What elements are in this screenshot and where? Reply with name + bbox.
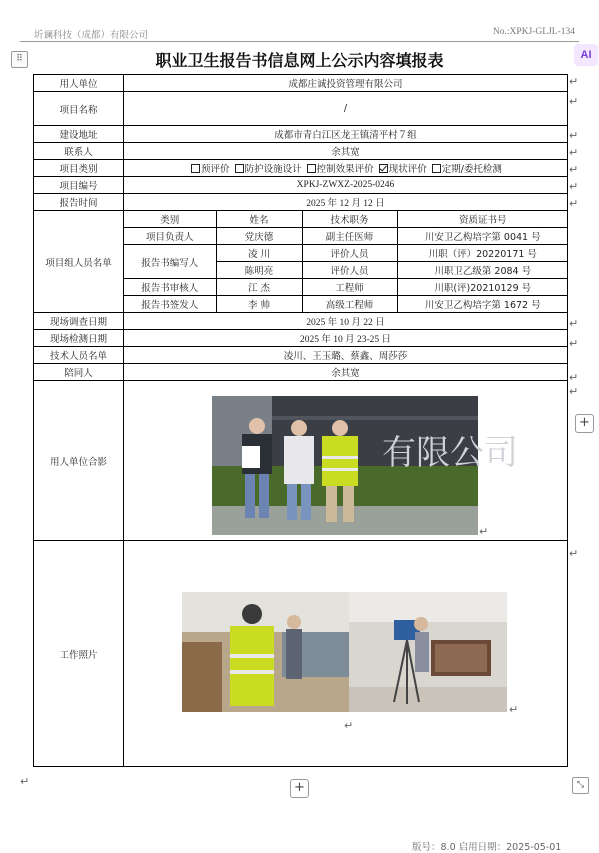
- team-table: [124, 211, 568, 312]
- checkbox-icon[interactable]: [307, 164, 316, 173]
- category-options: [124, 160, 568, 177]
- team-title[interactable]: 评价人员: [302, 245, 397, 262]
- team-name[interactable]: 凌 川: [216, 245, 302, 262]
- project-name-label: 项目名称: [34, 92, 124, 126]
- team-cert[interactable]: 川职(评)20210129 号: [397, 279, 568, 296]
- team-label: 项目组人员名单: [34, 211, 124, 313]
- table-row: [34, 330, 568, 347]
- project-no-label: 项目编号: [34, 177, 124, 194]
- table-row: [34, 92, 568, 126]
- report-time-label: 报告时间: [34, 194, 124, 211]
- group-photo[interactable]: [212, 396, 518, 535]
- team-row: [124, 245, 568, 262]
- category-option[interactable]: 防护设施设计: [233, 164, 302, 175]
- table-row: [34, 313, 568, 330]
- team-cert[interactable]: 川安卫乙构培字第 0041 号: [397, 228, 568, 245]
- work-photo-right[interactable]: [349, 592, 507, 712]
- paragraph-mark: ↵: [569, 95, 579, 108]
- paragraph-mark: ↵: [569, 371, 579, 384]
- table-row: [34, 194, 568, 211]
- survey-date-value[interactable]: 2025 年 10 月 22 日: [124, 313, 568, 330]
- paragraph-mark: ↵: [569, 163, 579, 176]
- paragraph-mark: ↵: [569, 129, 579, 142]
- team-name[interactable]: 江 杰: [216, 279, 302, 296]
- paragraph-mark: ↵: [344, 719, 354, 732]
- team-role: 报告书签发人: [124, 296, 216, 313]
- paragraph-mark: ↵: [20, 775, 30, 788]
- category-option[interactable]: 预评价: [189, 164, 230, 175]
- resize-table-handle[interactable]: ⤡: [572, 777, 589, 794]
- team-cert[interactable]: 川安卫乙构培字第 1672 号: [397, 296, 568, 313]
- project-no-value[interactable]: XPKJ-ZWXZ-2025-0246: [124, 177, 568, 194]
- team-name[interactable]: 党庆德: [216, 228, 302, 245]
- employer-label: 用人单位: [34, 75, 124, 92]
- table-row: [34, 126, 568, 143]
- group-photo-label: 用人单位合影: [34, 381, 124, 541]
- table-row: [34, 347, 568, 364]
- work-photo-left[interactable]: [182, 592, 349, 712]
- contact-label: 联系人: [34, 143, 124, 160]
- group-photo-image: [212, 396, 518, 535]
- test-date-value[interactable]: 2025 年 10 月 23-25 日: [124, 330, 568, 347]
- work-photo-label: 工作照片: [34, 541, 124, 767]
- team-header: 资质证书号: [397, 211, 568, 228]
- paragraph-mark: ↵: [569, 547, 579, 560]
- team-name[interactable]: 陈明亮: [216, 262, 302, 279]
- companion-value[interactable]: 余其宽: [124, 364, 568, 381]
- table-row: [34, 75, 568, 92]
- team-row: [124, 296, 568, 313]
- paragraph-mark: ↵: [569, 75, 579, 88]
- team-title[interactable]: 高级工程师: [302, 296, 397, 313]
- checkbox-icon[interactable]: [432, 164, 441, 173]
- wall-sign-text: 有限公司: [382, 433, 518, 473]
- work-photo-left-image: [182, 592, 349, 712]
- team-name[interactable]: 李 帅: [216, 296, 302, 313]
- project-name-value[interactable]: /: [124, 92, 568, 126]
- table-row: [34, 143, 568, 160]
- work-photo-right-image: [349, 592, 507, 712]
- report-time-value[interactable]: 2025 年 12 月 12 日: [124, 194, 568, 211]
- paragraph-mark: ↵: [569, 385, 579, 398]
- table-move-handle[interactable]: ⠿: [11, 51, 28, 68]
- employer-value[interactable]: 成都庄诚投资管理有限公司: [124, 75, 568, 92]
- paragraph-mark: ↵: [569, 337, 579, 350]
- team-title[interactable]: 工程师: [302, 279, 397, 296]
- tech-staff-label: 技术人员名单: [34, 347, 124, 364]
- table-row: [34, 364, 568, 381]
- table-row: [34, 211, 568, 313]
- team-header: 技术职务: [302, 211, 397, 228]
- paragraph-mark: ↵: [509, 703, 519, 716]
- add-row-button[interactable]: +: [290, 779, 309, 798]
- category-option[interactable]: 现状评价: [377, 164, 427, 175]
- address-label: 建设地址: [34, 126, 124, 143]
- team-title[interactable]: 副主任医师: [302, 228, 397, 245]
- page-title: 职业卫生报告书信息网上公示内容填报表: [155, 53, 444, 70]
- team-row: [124, 228, 568, 245]
- team-role: 报告书编写人: [124, 245, 216, 279]
- ai-assistant-button[interactable]: AI: [574, 44, 598, 66]
- tech-staff-value[interactable]: 凌川、王玉璐、蔡鑫、周莎莎: [124, 347, 568, 364]
- team-cell: [124, 211, 568, 313]
- category-option[interactable]: 定期/委托检测: [430, 164, 502, 175]
- paragraph-mark: ↵: [569, 146, 579, 159]
- checked-checkbox-icon[interactable]: [379, 164, 388, 173]
- table-row: [34, 177, 568, 194]
- survey-date-label: 现场调查日期: [34, 313, 124, 330]
- checkbox-icon[interactable]: [191, 164, 200, 173]
- paragraph-mark: ↵: [569, 317, 579, 330]
- team-row: [124, 279, 568, 296]
- test-date-label: 现场检测日期: [34, 330, 124, 347]
- team-header: 姓名: [216, 211, 302, 228]
- team-header: 类别: [124, 211, 216, 228]
- paragraph-mark: ↵: [569, 197, 579, 210]
- team-title[interactable]: 评价人员: [302, 262, 397, 279]
- checkbox-icon[interactable]: [235, 164, 244, 173]
- company-header: 圻谰科技（成都）有限公司: [34, 30, 149, 41]
- header-rule: [20, 41, 579, 42]
- team-cert[interactable]: 川职卫乙级第 2084 号: [397, 262, 568, 279]
- team-header-row: [124, 211, 568, 228]
- address-value[interactable]: 成都市青白江区龙王镇清平村７组: [124, 126, 568, 143]
- team-role: 项目负责人: [124, 228, 216, 245]
- team-cert[interactable]: 川职（评）20220171 号: [397, 245, 568, 262]
- paragraph-mark: ↵: [479, 525, 489, 538]
- paragraph-mark: ↵: [569, 180, 579, 193]
- category-option[interactable]: 控制效果评价: [305, 164, 374, 175]
- category-label: 项目类别: [34, 160, 124, 177]
- document-number: No.:XPKJ-GLJL-134: [492, 27, 575, 37]
- add-column-button[interactable]: +: [575, 414, 594, 433]
- footer-version: 版号：8.0 启用日期：2025-05-01: [412, 842, 562, 853]
- companion-label: 陪同人: [34, 364, 124, 381]
- team-role: 报告书审核人: [124, 279, 216, 296]
- table-row: [34, 160, 568, 177]
- contact-value[interactable]: 余其宽: [124, 143, 568, 160]
